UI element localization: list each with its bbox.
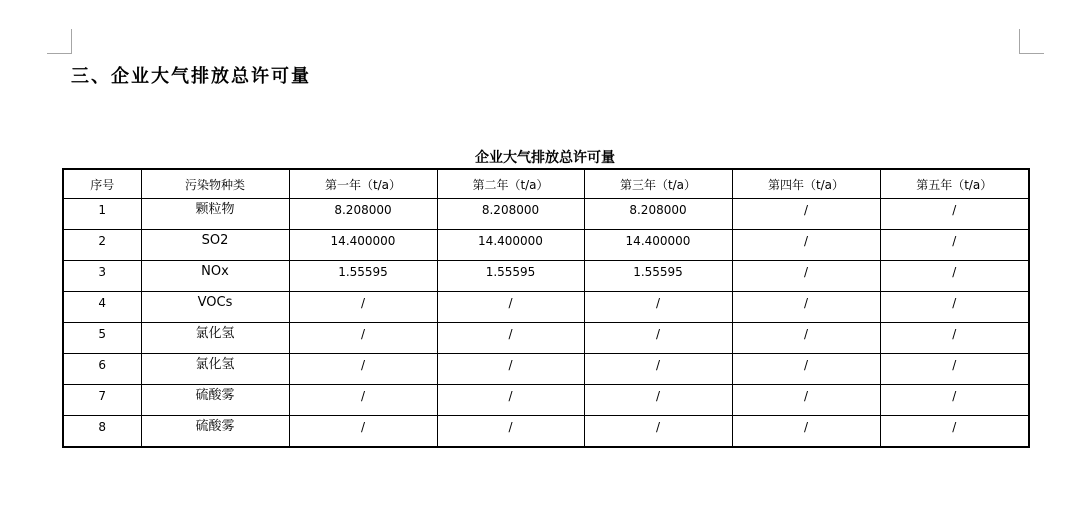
cell-year-5: /	[880, 416, 1029, 448]
cell-year-1: /	[289, 292, 437, 323]
cell-year-3: /	[584, 354, 732, 385]
header-year-2: 第二年（t/a）	[437, 169, 584, 199]
cell-year-2: 8.208000	[437, 199, 584, 230]
cell-index: 3	[63, 261, 141, 292]
cell-index: 2	[63, 230, 141, 261]
header-year-5: 第五年（t/a）	[880, 169, 1029, 199]
table-row	[63, 292, 1029, 323]
table-row	[63, 199, 1029, 230]
header-index: 序号	[63, 169, 141, 199]
table-row	[63, 261, 1029, 292]
cell-index: 1	[63, 199, 141, 230]
cell-year-1: /	[289, 416, 437, 448]
cell-year-3: /	[584, 416, 732, 448]
cell-year-2: /	[437, 354, 584, 385]
table-row	[63, 323, 1029, 354]
cell-year-1: 1.55595	[289, 261, 437, 292]
cell-index: 6	[63, 354, 141, 385]
table-row	[63, 230, 1029, 261]
cell-year-1: 14.400000	[289, 230, 437, 261]
cell-year-2: /	[437, 416, 584, 448]
header-year-1: 第一年（t/a）	[289, 169, 437, 199]
cell-year-5: /	[880, 354, 1029, 385]
cell-year-4: /	[732, 230, 880, 261]
cell-year-4: /	[732, 354, 880, 385]
cell-year-1: /	[289, 385, 437, 416]
cell-year-1: 8.208000	[289, 199, 437, 230]
cell-year-3: /	[584, 385, 732, 416]
cell-year-4: /	[732, 292, 880, 323]
cell-year-5: /	[880, 323, 1029, 354]
cell-index: 5	[63, 323, 141, 354]
cell-pollutant: 硫酸雾	[141, 385, 289, 416]
header-year-4: 第四年（t/a）	[732, 169, 880, 199]
emission-permit-table	[62, 168, 1030, 448]
cell-pollutant: SO2	[141, 230, 289, 261]
cell-year-4: /	[732, 323, 880, 354]
cell-year-3: 1.55595	[584, 261, 732, 292]
page-margin-corner-top-right	[1019, 29, 1044, 54]
cell-pollutant: 氯化氢	[141, 323, 289, 354]
cell-year-5: /	[880, 230, 1029, 261]
cell-year-5: /	[880, 292, 1029, 323]
header-year-3: 第三年（t/a）	[584, 169, 732, 199]
cell-year-1: /	[289, 323, 437, 354]
table-row	[63, 416, 1029, 448]
cell-year-4: /	[732, 385, 880, 416]
cell-year-4: /	[732, 416, 880, 448]
cell-year-4: /	[732, 261, 880, 292]
cell-year-3: 8.208000	[584, 199, 732, 230]
cell-pollutant: 颗粒物	[141, 199, 289, 230]
cell-year-4: /	[732, 199, 880, 230]
table-header-row	[63, 169, 1029, 199]
page-margin-corner-top-left	[47, 29, 72, 54]
table-row	[63, 385, 1029, 416]
table-row	[63, 354, 1029, 385]
cell-year-2: 1.55595	[437, 261, 584, 292]
table-caption: 企业大气排放总许可量	[475, 150, 615, 166]
cell-index: 8	[63, 416, 141, 448]
cell-year-2: /	[437, 292, 584, 323]
cell-year-3: /	[584, 292, 732, 323]
cell-year-5: /	[880, 385, 1029, 416]
cell-year-3: 14.400000	[584, 230, 732, 261]
cell-year-5: /	[880, 199, 1029, 230]
cell-year-1: /	[289, 354, 437, 385]
cell-pollutant: NOx	[141, 261, 289, 292]
cell-index: 4	[63, 292, 141, 323]
cell-year-3: /	[584, 323, 732, 354]
cell-pollutant: 硫酸雾	[141, 416, 289, 448]
cell-year-2: 14.400000	[437, 230, 584, 261]
cell-year-5: /	[880, 261, 1029, 292]
cell-pollutant: VOCs	[141, 292, 289, 323]
cell-pollutant: 氯化氢	[141, 354, 289, 385]
cell-year-2: /	[437, 323, 584, 354]
cell-year-2: /	[437, 385, 584, 416]
header-pollutant: 污染物种类	[141, 169, 289, 199]
section-title: 三、企业大气排放总许可量	[71, 66, 311, 87]
cell-index: 7	[63, 385, 141, 416]
